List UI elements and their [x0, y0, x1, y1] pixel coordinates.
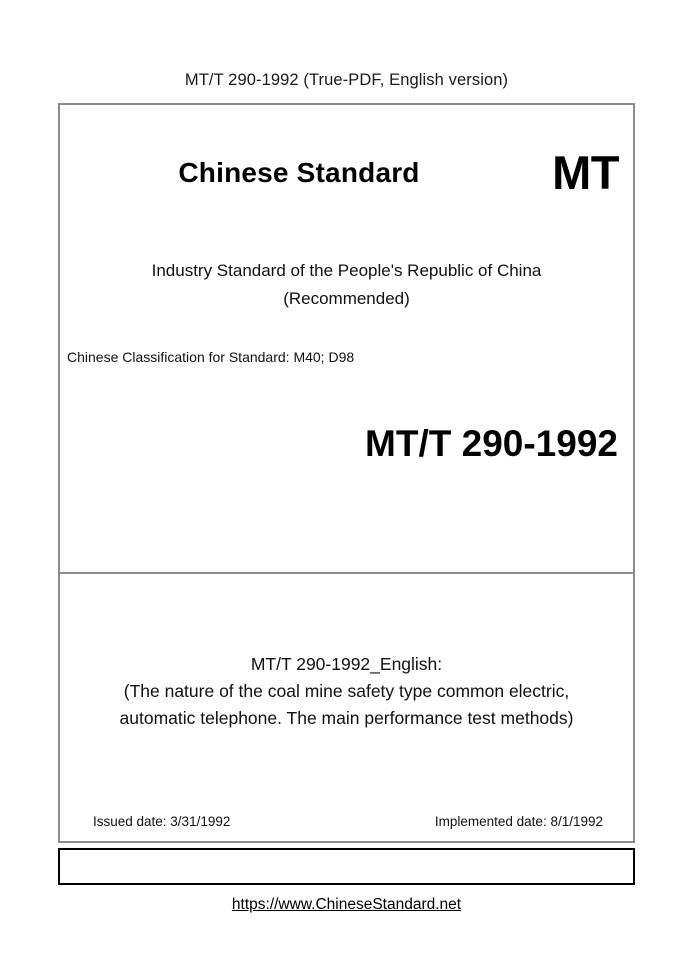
- subtitle-line-2: (Recommended): [283, 289, 410, 308]
- cover-box: [58, 103, 635, 843]
- cover-lower-section: [60, 574, 633, 841]
- standard-title: Chinese Standard: [178, 157, 420, 188]
- standard-number: MT/T 290-1992: [365, 423, 618, 464]
- issued-date: Issued date: 3/31/1992: [93, 814, 231, 829]
- cover-dates-row: [60, 813, 633, 833]
- footer-website-link[interactable]: https://www.ChineseStandard.net: [231, 896, 462, 913]
- classification-line: Chinese Classification for Standard: M40; D98: [67, 349, 355, 365]
- document-header-line: MT/T 290-1992 (True-PDF, English version): [184, 71, 509, 89]
- subtitle-line-1: Industry Standard of the People's Republic of China: [151, 261, 542, 280]
- english-title-line-3: automatic telephone. The main performance test methods): [119, 708, 574, 728]
- english-title-line-1: MT/T 290-1992_English:: [250, 654, 443, 674]
- cover-upper-section: [60, 105, 633, 574]
- implemented-date: Implemented date: 8/1/1992: [434, 814, 603, 829]
- english-title-line-2: (The nature of the coal mine safety type common electric,: [123, 681, 570, 701]
- english-title-block: [66, 651, 627, 732]
- standard-mark-mt: MT: [552, 146, 619, 199]
- cover-subtitle-block: [60, 257, 633, 313]
- cover-bottom-bar: [58, 848, 635, 885]
- cover-title-row: [60, 147, 633, 207]
